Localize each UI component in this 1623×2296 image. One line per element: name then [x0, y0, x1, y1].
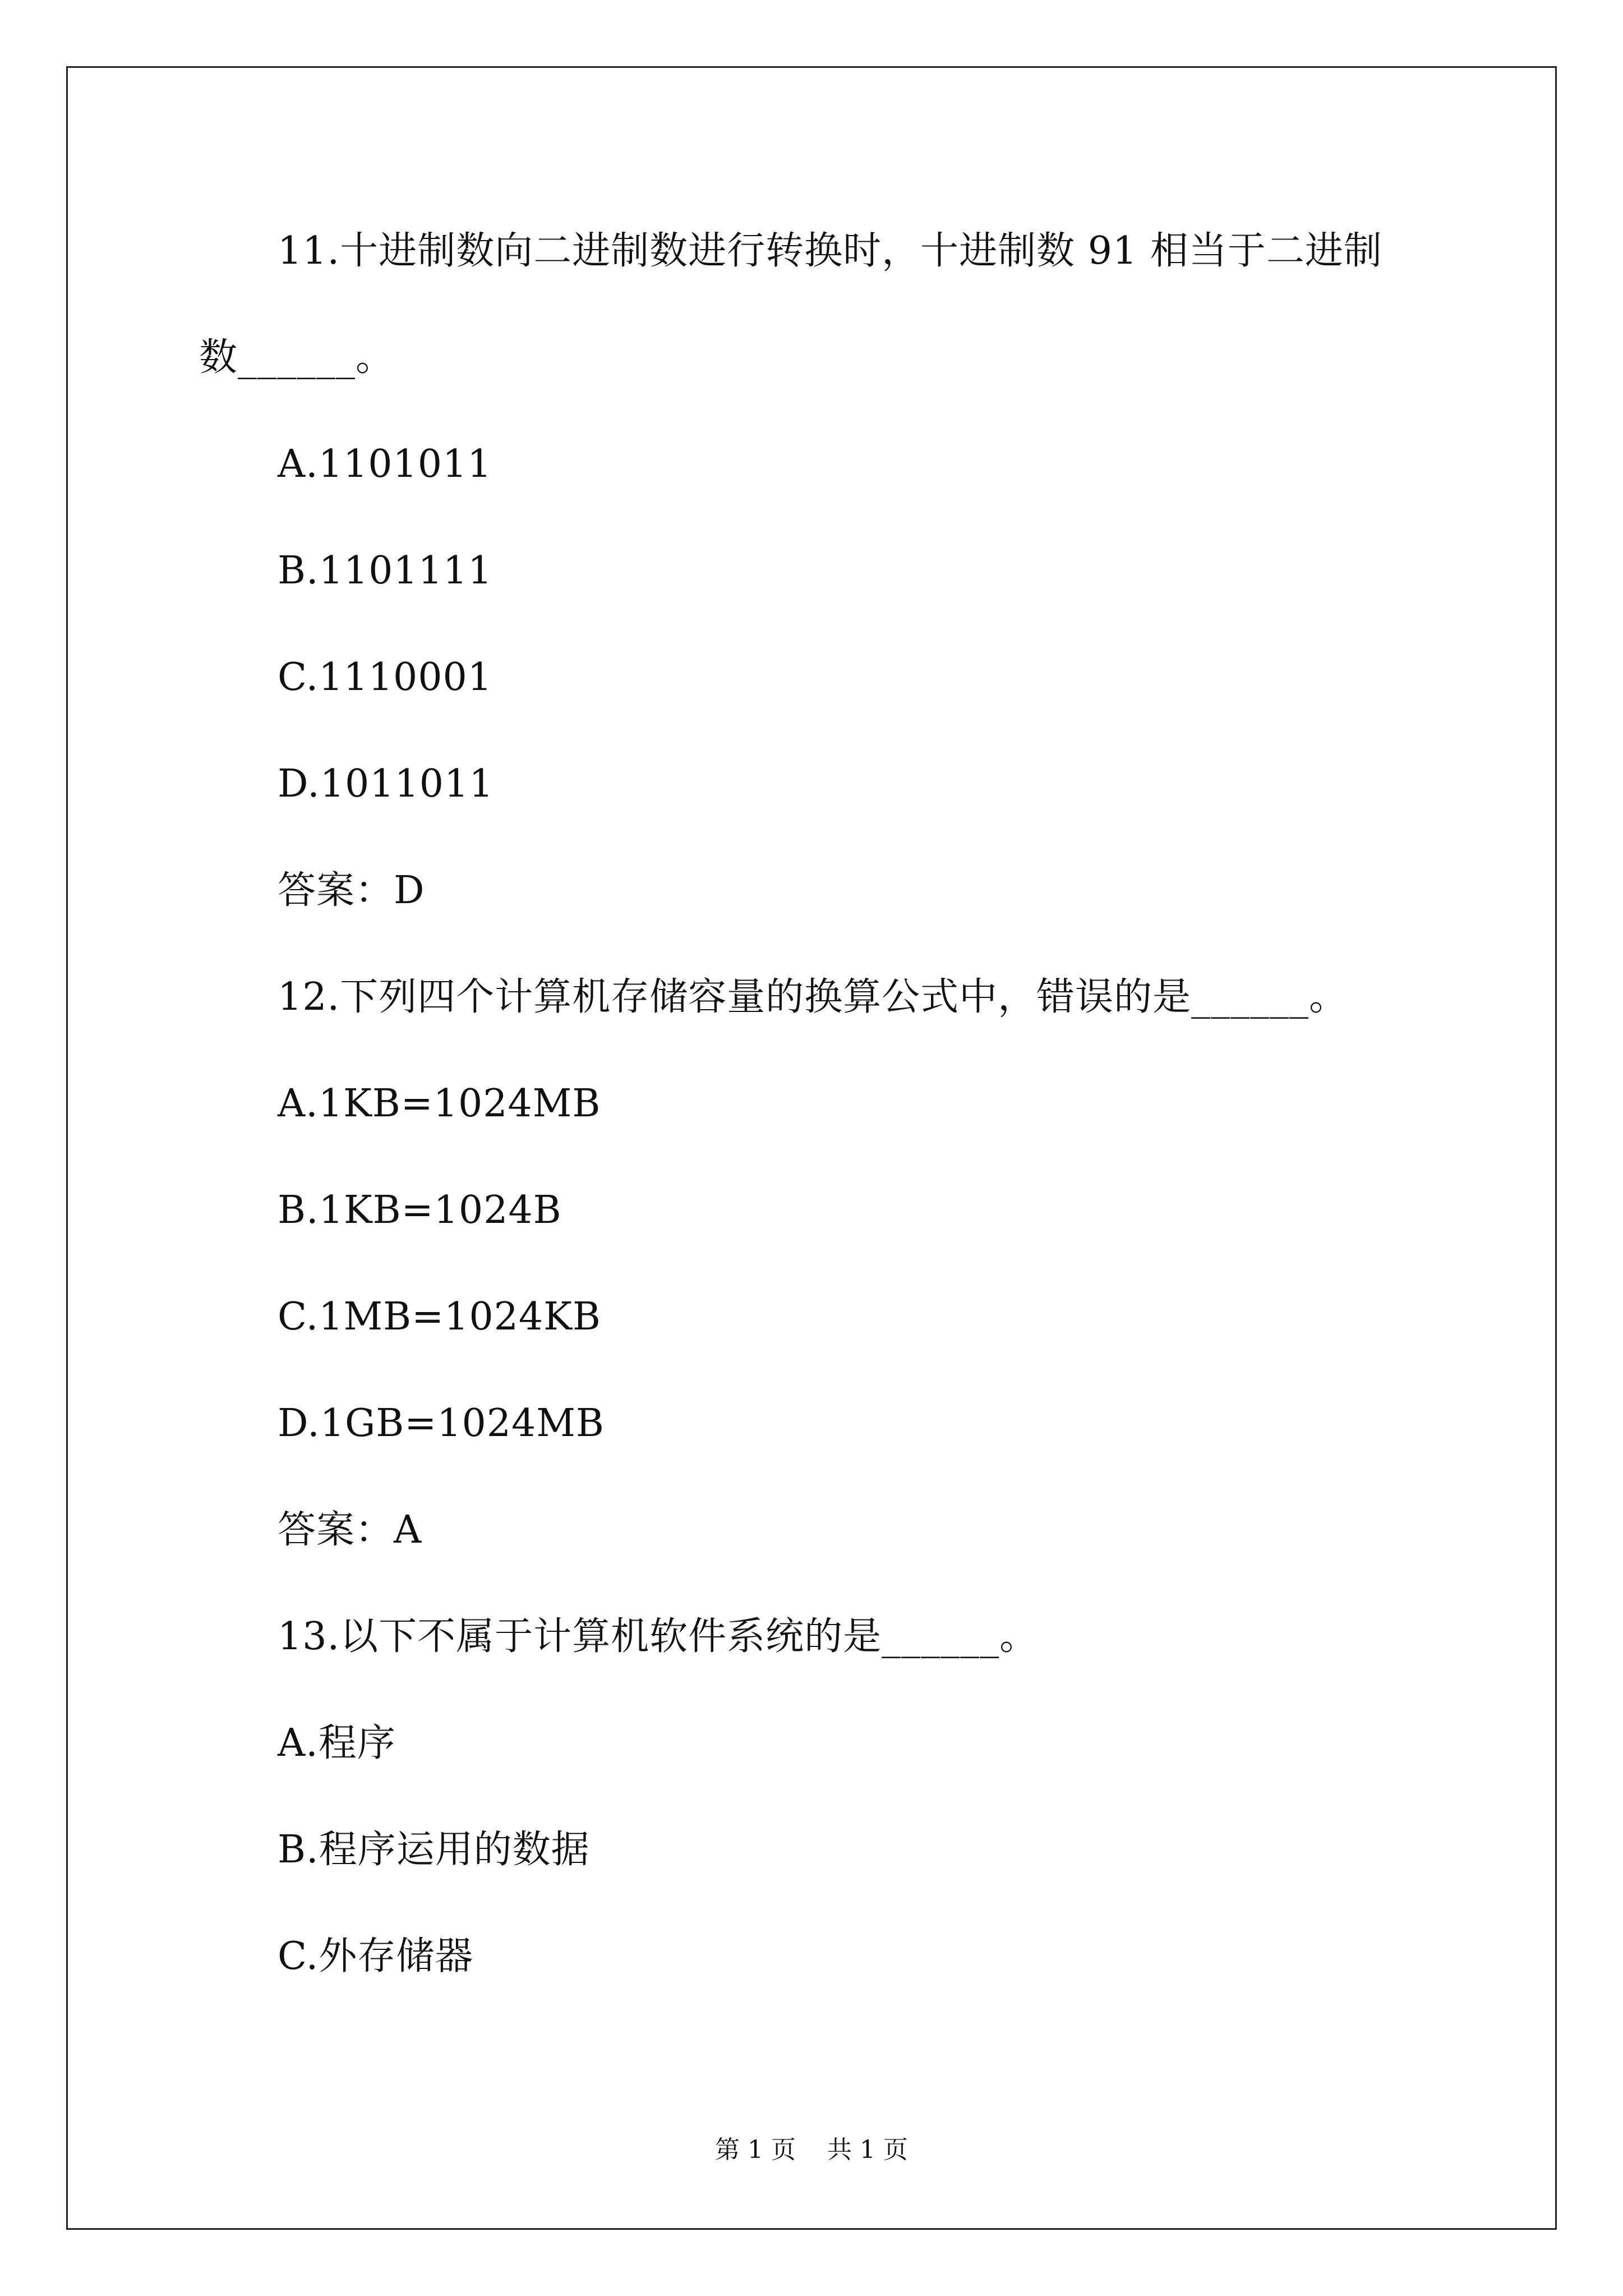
question-11-option-a: A.1101011 [278, 442, 492, 486]
question-13-stem: 13.以下不属于计算机软件系统的是______。 [278, 1614, 1039, 1659]
question-11-stem: 11.十进制数向二进制数进行转换时，十进制数 91 相当于二进制 [278, 229, 1382, 273]
question-12-option-b: B.1KB=1024B [278, 1188, 562, 1232]
question-11-option-c: C.1110001 [278, 655, 493, 700]
question-11-option-b: B.1101111 [278, 549, 493, 593]
question-13-option-c: C.外存储器 [278, 1934, 474, 1978]
question-11-stem-continued: 数______。 [199, 335, 395, 380]
question-12-stem: 12.下列四个计算机存储容量的换算公式中，错误的是______。 [278, 975, 1348, 1019]
question-12-option-d: D.1GB=1024MB [278, 1401, 605, 1446]
question-11-answer: 答案：D [278, 868, 425, 913]
question-11-option-d: D.1011011 [278, 762, 494, 806]
page-number-footer: 第 1 页 共 1 页 [715, 2136, 908, 2164]
question-13-option-b: B.程序运用的数据 [278, 1828, 590, 1872]
page-frame [66, 66, 1557, 2230]
question-12-option-c: C.1MB=1024KB [278, 1295, 601, 1339]
question-12-option-a: A.1KB=1024MB [278, 1082, 601, 1126]
question-13-option-a: A.程序 [278, 1721, 396, 1765]
question-12-answer: 答案：A [278, 1508, 422, 1552]
